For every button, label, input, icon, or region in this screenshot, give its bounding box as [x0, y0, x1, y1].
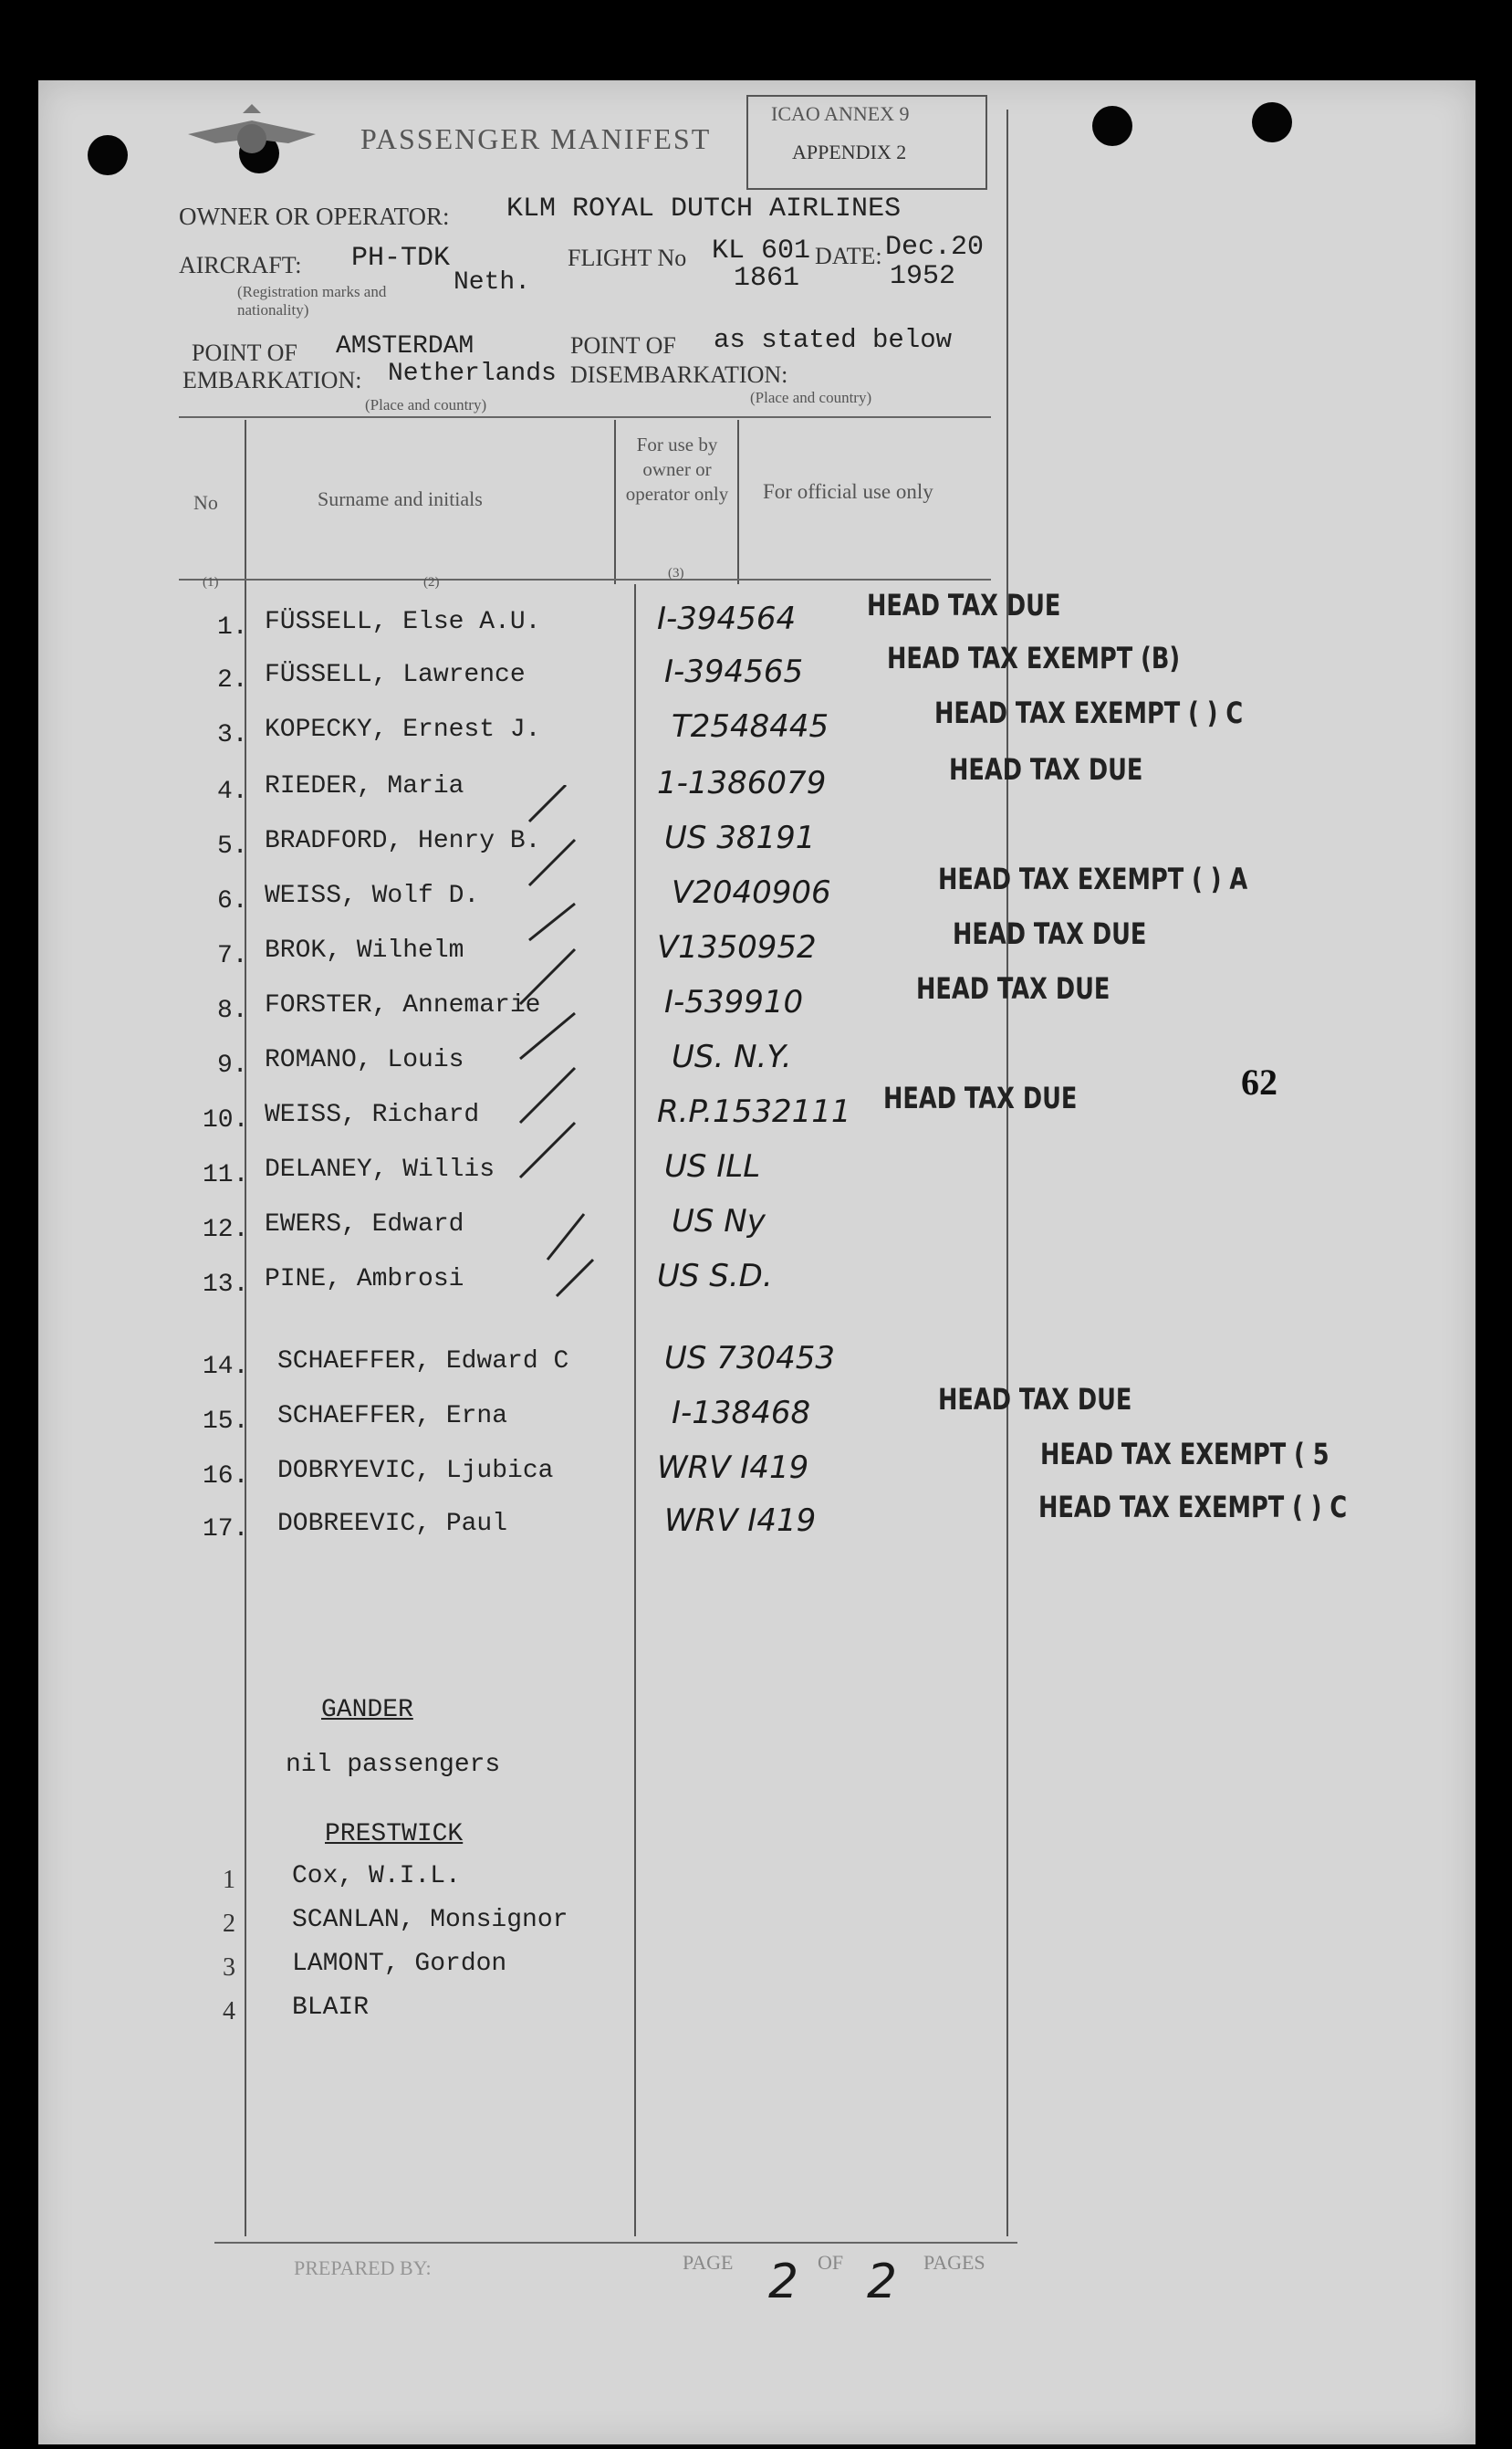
- passenger-name: SCHAEFFER, Edward C: [277, 1347, 569, 1376]
- gander-heading: GANDER: [321, 1696, 413, 1724]
- prestwick-name: SCANLAN, Monsignor: [292, 1906, 568, 1934]
- passenger-name: FÜSSELL, Lawrence: [265, 661, 526, 689]
- passenger-document: US S.D.: [657, 1258, 773, 1294]
- appendix-label: APPENDIX 2: [792, 141, 907, 163]
- punch-hole-right-2: [1252, 102, 1292, 142]
- head-tax-stamp: HEAD TAX DUE: [916, 971, 1111, 1006]
- passenger-document: US. N.Y.: [672, 1039, 792, 1075]
- handwritten-ticks: [511, 785, 639, 1424]
- punch-hole-right-1: [1092, 106, 1132, 146]
- passenger-no: 3.: [217, 721, 248, 749]
- prestwick-no: 2: [223, 1910, 235, 1938]
- table-header-rule: [179, 579, 991, 581]
- passenger-no: 2.: [217, 666, 248, 695]
- prestwick-name: Cox, W.I.L.: [292, 1862, 461, 1890]
- passenger-no: 10.: [203, 1106, 249, 1135]
- passenger-no: 4.: [217, 778, 248, 806]
- col-header-no-idx: (1): [203, 575, 219, 590]
- col-header-surname: Surname and initials: [318, 487, 483, 510]
- passenger-name: ROMANO, Louis: [265, 1046, 464, 1074]
- passenger-name: RIEDER, Maria: [265, 772, 464, 801]
- passenger-name: KOPECKY, Ernest J.: [265, 716, 541, 744]
- footer-rule: [214, 2242, 1017, 2244]
- passenger-name: BRADFORD, Henry B.: [265, 827, 541, 855]
- passenger-no: 11.: [203, 1161, 249, 1189]
- footer-of-label: OF: [818, 2251, 844, 2274]
- passenger-document: I-394565: [664, 654, 804, 690]
- col-header-owner-use: For use by owner or operator only: [625, 434, 729, 505]
- head-tax-stamp: HEAD TAX DUE: [953, 916, 1147, 951]
- table-top-rule: [179, 416, 991, 418]
- prestwick-heading: PRESTWICK: [325, 1820, 464, 1848]
- disembark-label-2: DISEMBARKATION:: [570, 361, 788, 388]
- passenger-no: 1.: [217, 613, 248, 642]
- col-divider-3: [737, 420, 739, 584]
- prestwick-name: BLAIR: [292, 1994, 370, 2022]
- passenger-document: T2548445: [672, 708, 829, 745]
- passenger-no: 5.: [217, 832, 248, 861]
- aircraft-label: AIRCRAFT:: [179, 252, 302, 278]
- col-header-official: For official use only: [763, 480, 933, 503]
- col-header-owner-idx: (3): [668, 566, 684, 581]
- head-tax-stamp: HEAD TAX EXEMPT ( 5: [1040, 1437, 1330, 1471]
- passenger-no: 9.: [217, 1052, 248, 1080]
- gander-text: nil passengers: [286, 1751, 501, 1779]
- passenger-document: V2040906: [672, 874, 831, 911]
- head-tax-stamp: HEAD TAX EXEMPT ( ) C: [1038, 1490, 1348, 1524]
- head-tax-stamp: HEAD TAX DUE: [949, 752, 1143, 787]
- col-divider-4: [1006, 110, 1008, 2236]
- head-tax-stamp: HEAD TAX DUE: [867, 588, 1061, 623]
- owner-label: OWNER OR OPERATOR:: [179, 203, 450, 230]
- footer-page-label: PAGE: [683, 2251, 734, 2274]
- passenger-no: 16.: [203, 1462, 249, 1491]
- embark-value-1: AMSTERDAM: [336, 332, 474, 361]
- aircraft-value: PH-TDK: [351, 243, 451, 274]
- footer-pages-label: PAGES: [923, 2251, 985, 2274]
- passenger-document: 1-1386079: [657, 765, 827, 801]
- passenger-document: I-138468: [672, 1395, 811, 1431]
- passenger-name: BROK, Wilhelm: [265, 937, 464, 965]
- flight-value: KL 601: [712, 235, 811, 267]
- passenger-name: WEISS, Wolf D.: [265, 882, 480, 910]
- passenger-document: WRV I419: [664, 1502, 817, 1539]
- passenger-name: WEISS, Richard: [265, 1101, 480, 1129]
- passenger-name: DELANEY, Willis: [265, 1156, 495, 1184]
- footer-of-value: 2: [867, 2255, 898, 2309]
- head-tax-stamp: HEAD TAX EXEMPT (B): [887, 641, 1181, 675]
- disembark-value: as stated below: [714, 325, 953, 355]
- aircraft-nationality: Neth.: [454, 268, 531, 297]
- embark-value-2: Netherlands: [388, 360, 557, 388]
- passenger-document: R.P.1532111: [657, 1094, 851, 1130]
- date-value: Dec.20: [885, 232, 985, 263]
- passenger-no: 7.: [217, 942, 248, 970]
- col-header-surname-idx: (2): [423, 575, 440, 590]
- passenger-document: US 730453: [664, 1340, 836, 1376]
- page-number-stamp: 62: [1241, 1062, 1277, 1103]
- prestwick-name: LAMONT, Gordon: [292, 1950, 507, 1978]
- manifest-title: PASSENGER MANIFEST: [360, 122, 712, 155]
- passenger-no: 6.: [217, 887, 248, 916]
- passenger-no: 15.: [203, 1408, 249, 1436]
- punch-hole-left: [88, 135, 128, 175]
- prestwick-no: 1: [223, 1866, 235, 1894]
- date-label: DATE:: [815, 243, 882, 269]
- head-tax-stamp: HEAD TAX EXEMPT ( ) C: [934, 696, 1244, 730]
- passenger-name: EWERS, Edward: [265, 1210, 464, 1239]
- aircraft-note: (Registration marks and nationality): [237, 283, 387, 319]
- embark-label-2: EMBARKATION:: [182, 367, 362, 393]
- passenger-document: US ILL: [664, 1148, 761, 1185]
- flight-sub: 1861: [734, 263, 800, 294]
- disembark-label-1: POINT OF: [570, 332, 676, 359]
- passenger-document: US 38191: [664, 820, 816, 856]
- disembark-place-note: (Place and country): [750, 389, 872, 406]
- embark-place-note: (Place and country): [365, 396, 487, 413]
- passenger-no: 12.: [203, 1216, 249, 1244]
- passenger-no: 13.: [203, 1271, 249, 1299]
- flight-label: FLIGHT No: [568, 245, 687, 271]
- head-tax-stamp: HEAD TAX DUE: [938, 1382, 1132, 1417]
- passenger-name: FÜSSELL, Else A.U.: [265, 608, 541, 636]
- passenger-name: DOBREEVIC, Paul: [277, 1510, 508, 1538]
- passenger-document: I-539910: [664, 984, 804, 1020]
- date-year: 1952: [890, 261, 956, 292]
- passenger-name: DOBRYEVIC, Ljubica: [277, 1457, 554, 1485]
- col-header-no: No: [193, 491, 218, 514]
- passenger-document: WRV I419: [657, 1450, 809, 1486]
- head-tax-stamp: HEAD TAX DUE: [883, 1081, 1078, 1115]
- passenger-name: FORSTER, Annemarie: [265, 991, 541, 1020]
- owner-value: KLM ROYAL DUTCH AIRLINES: [506, 194, 902, 225]
- passenger-no: 17.: [203, 1515, 249, 1544]
- passenger-name: PINE, Ambrosi: [265, 1265, 464, 1293]
- passenger-no: 8.: [217, 997, 248, 1025]
- passenger-document: V1350952: [657, 929, 817, 966]
- passenger-no: 14.: [203, 1353, 249, 1381]
- prestwick-no: 4: [223, 1997, 235, 2025]
- footer-prepared: PREPARED BY:: [294, 2256, 432, 2279]
- appendix-ref: ICAO ANNEX 9: [771, 102, 910, 125]
- embark-label-1: POINT OF: [192, 340, 297, 366]
- prestwick-no: 3: [223, 1953, 235, 1982]
- footer-page-value: 2: [768, 2255, 799, 2309]
- passenger-document: US Ny: [672, 1203, 766, 1240]
- passenger-name: SCHAEFFER, Erna: [277, 1402, 508, 1430]
- passenger-document: I-394564: [657, 601, 797, 637]
- head-tax-stamp: HEAD TAX EXEMPT ( ) A: [938, 862, 1248, 896]
- klm-wings-logo-icon: [179, 102, 325, 175]
- col-divider-2: [614, 420, 616, 584]
